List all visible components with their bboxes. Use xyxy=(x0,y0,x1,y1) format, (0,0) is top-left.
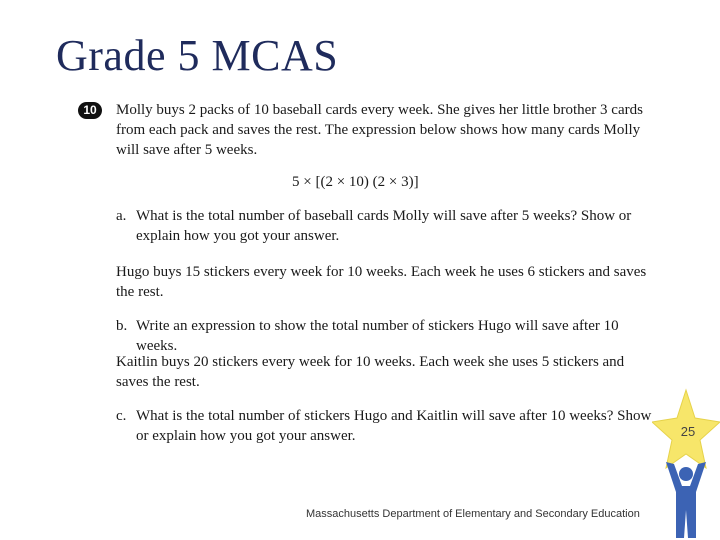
part-b xyxy=(116,316,654,356)
problem-expression: 5 × [(2 × 10) (2 × 3)] xyxy=(292,174,419,190)
problem-intro: Molly buys 2 packs of 10 baseball cards every week. She gives her little brother 3 cards from each pack and saves the rest. The expression below shows how many cards Molly will save after 5 weeks. xyxy=(116,102,643,158)
footer-text: Massachusetts Department of Elementary and Secondary Education xyxy=(306,508,640,520)
part-b-letter: b. xyxy=(116,318,128,334)
part-c-letter: c. xyxy=(116,408,127,424)
part-a-letter: a. xyxy=(116,208,127,224)
part-a-text: What is the total number of baseball cards Molly will save after 5 weeks? Show or explain how you got your answer. xyxy=(136,208,632,244)
kaitlin-paragraph: Kaitlin buys 20 stickers every week for 10 weeks. Each week she uses 5 stickers and saves the rest. xyxy=(116,354,625,390)
person-figure xyxy=(666,462,706,538)
hugo-paragraph: Hugo buys 15 stickers every week for 10 weeks. Each week he uses 6 stickers and saves the rest. xyxy=(116,264,647,300)
slide-title: Grade 5 MCAS xyxy=(56,31,339,80)
part-b-text: Write an expression to show the total number of stickers Hugo will save after 10 weeks. xyxy=(136,318,619,354)
page-number: 25 xyxy=(680,424,696,439)
star-figure-icon xyxy=(652,388,720,540)
part-c-text: What is the total number of stickers Hugo and Kaitlin will save after 10 weeks? Show or explain how you got your answer. xyxy=(136,408,652,444)
part-c xyxy=(116,406,654,446)
part-a xyxy=(116,206,654,246)
question-number-badge: 10 xyxy=(78,102,102,119)
